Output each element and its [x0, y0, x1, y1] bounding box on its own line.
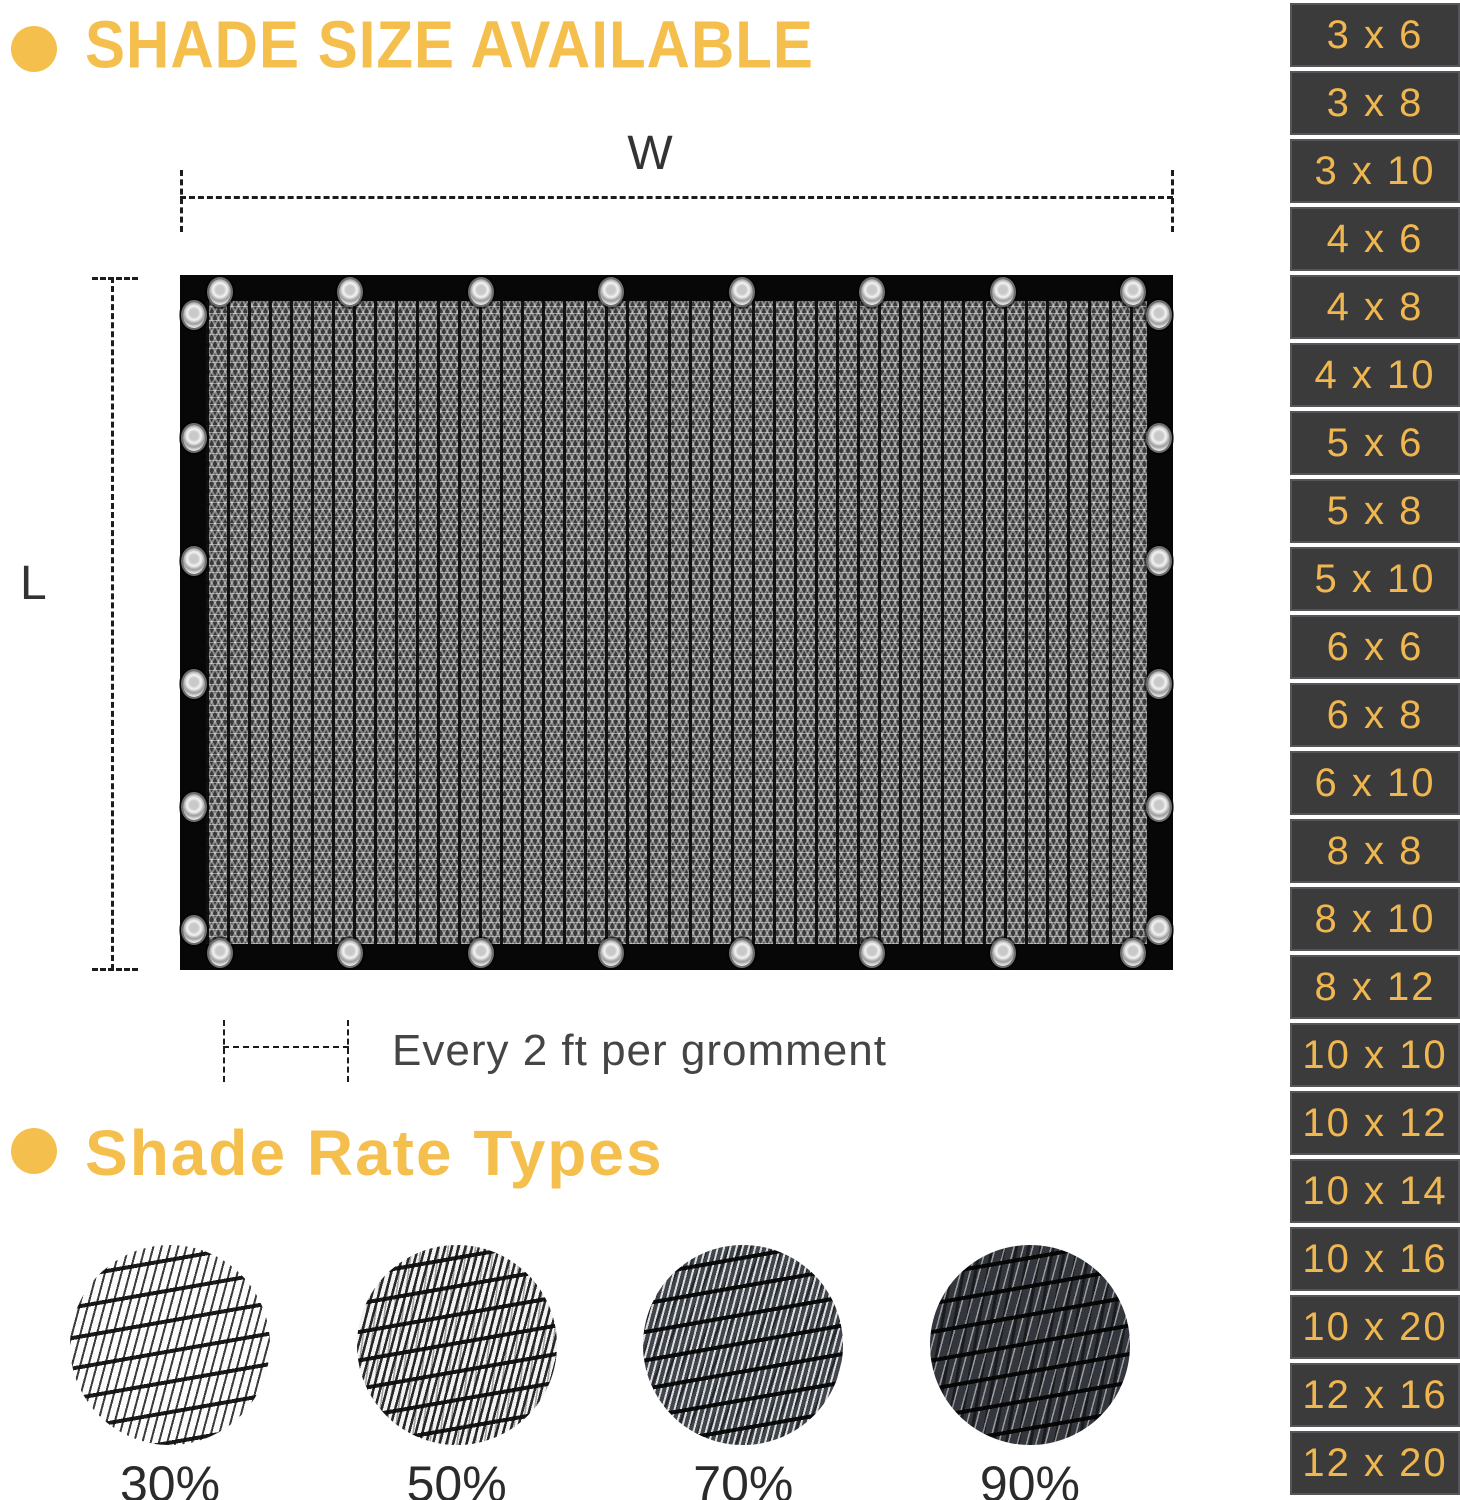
grommet-icon [183, 302, 205, 328]
shade-rate-row [60, 1245, 1140, 1500]
size-cell: 8 x 10 [1290, 887, 1460, 951]
width-dimension-line [180, 196, 1173, 199]
mesh-sample-30-icon [70, 1245, 270, 1445]
grommet-icon [1148, 671, 1170, 697]
section-title-size-available: SHADE SIZE AVAILABLE [85, 7, 814, 83]
section-title-shade-rate: Shade Rate Types [85, 1117, 664, 1189]
grommet-icon [470, 279, 492, 305]
grommet-icon [992, 940, 1014, 966]
width-dimension-label: W [627, 127, 673, 180]
length-dimension-tick [92, 968, 138, 971]
grommet-icon [209, 940, 231, 966]
size-cell: 5 x 8 [1290, 479, 1460, 543]
grommet-icon [1148, 302, 1170, 328]
shade-rate-label: 30% [119, 1456, 221, 1500]
grommet-icon [470, 940, 492, 966]
size-cell: 5 x 10 [1290, 547, 1460, 611]
grommet-spacing-line [223, 1046, 349, 1048]
size-cell: 8 x 8 [1290, 819, 1460, 883]
grommet-note: Every 2 ft per gromment [392, 1026, 887, 1075]
grommet-icon [183, 425, 205, 451]
size-cell: 12 x 16 [1290, 1363, 1460, 1427]
length-dimension-label: L [20, 557, 47, 610]
size-cell: 4 x 10 [1290, 343, 1460, 407]
size-cell: 10 x 14 [1290, 1159, 1460, 1223]
grommet-spacing-tick [347, 1020, 349, 1082]
grommet-icon [1148, 425, 1170, 451]
grommet-icon [600, 940, 622, 966]
grommet-spacing-tick [223, 1020, 225, 1082]
shade-rate-type [633, 1245, 853, 1500]
length-dimension-tick [92, 277, 138, 280]
size-cell: 12 x 20 [1290, 1431, 1460, 1495]
shade-panel [180, 275, 1173, 970]
size-cell: 4 x 8 [1290, 275, 1460, 339]
size-cell: 3 x 10 [1290, 139, 1460, 203]
size-cell: 3 x 8 [1290, 71, 1460, 135]
length-dimension-line [111, 277, 114, 970]
shade-rate-type [347, 1245, 567, 1500]
size-cell: 6 x 8 [1290, 683, 1460, 747]
bullet-icon [11, 1128, 57, 1174]
grommet-icon [861, 279, 883, 305]
grommet-icon [183, 548, 205, 574]
grommet-icon [1148, 794, 1170, 820]
shade-rate-type [60, 1245, 280, 1500]
size-list [1290, 3, 1460, 1495]
mesh-sample-90-icon [930, 1245, 1130, 1445]
mesh-texture [206, 301, 1147, 944]
grommet-icon [1122, 940, 1144, 966]
grommet-icon [992, 279, 1014, 305]
width-dimension-tick [1171, 170, 1174, 232]
size-cell: 10 x 10 [1290, 1023, 1460, 1087]
grommet-icon [1148, 548, 1170, 574]
size-cell: 4 x 6 [1290, 207, 1460, 271]
size-cell: 10 x 16 [1290, 1227, 1460, 1291]
grommet-icon [183, 917, 205, 943]
mesh-sample-50-icon [357, 1245, 557, 1445]
size-cell: 10 x 12 [1290, 1091, 1460, 1155]
grommet-icon [731, 279, 753, 305]
size-cell: 3 x 6 [1290, 3, 1460, 67]
shade-rate-label: 90% [979, 1456, 1080, 1500]
shade-rate-type [920, 1245, 1140, 1500]
grommet-icon [1122, 279, 1144, 305]
size-cell: 6 x 6 [1290, 615, 1460, 679]
grommet-icon [1148, 917, 1170, 943]
size-cell: 6 x 10 [1290, 751, 1460, 815]
size-cell: 8 x 12 [1290, 955, 1460, 1019]
width-dimension-tick [180, 170, 183, 232]
size-cell: 10 x 20 [1290, 1295, 1460, 1359]
grommet-icon [861, 940, 883, 966]
grommet-icon [183, 794, 205, 820]
bullet-icon [11, 26, 57, 72]
grommet-icon [183, 671, 205, 697]
grommet-icon [339, 940, 361, 966]
shade-rate-label: 70% [693, 1456, 794, 1500]
size-cell: 5 x 6 [1290, 411, 1460, 475]
shade-rate-label: 50% [406, 1456, 507, 1500]
grommet-icon [209, 279, 231, 305]
grommet-icon [731, 940, 753, 966]
mesh-sample-70-icon [643, 1245, 843, 1445]
